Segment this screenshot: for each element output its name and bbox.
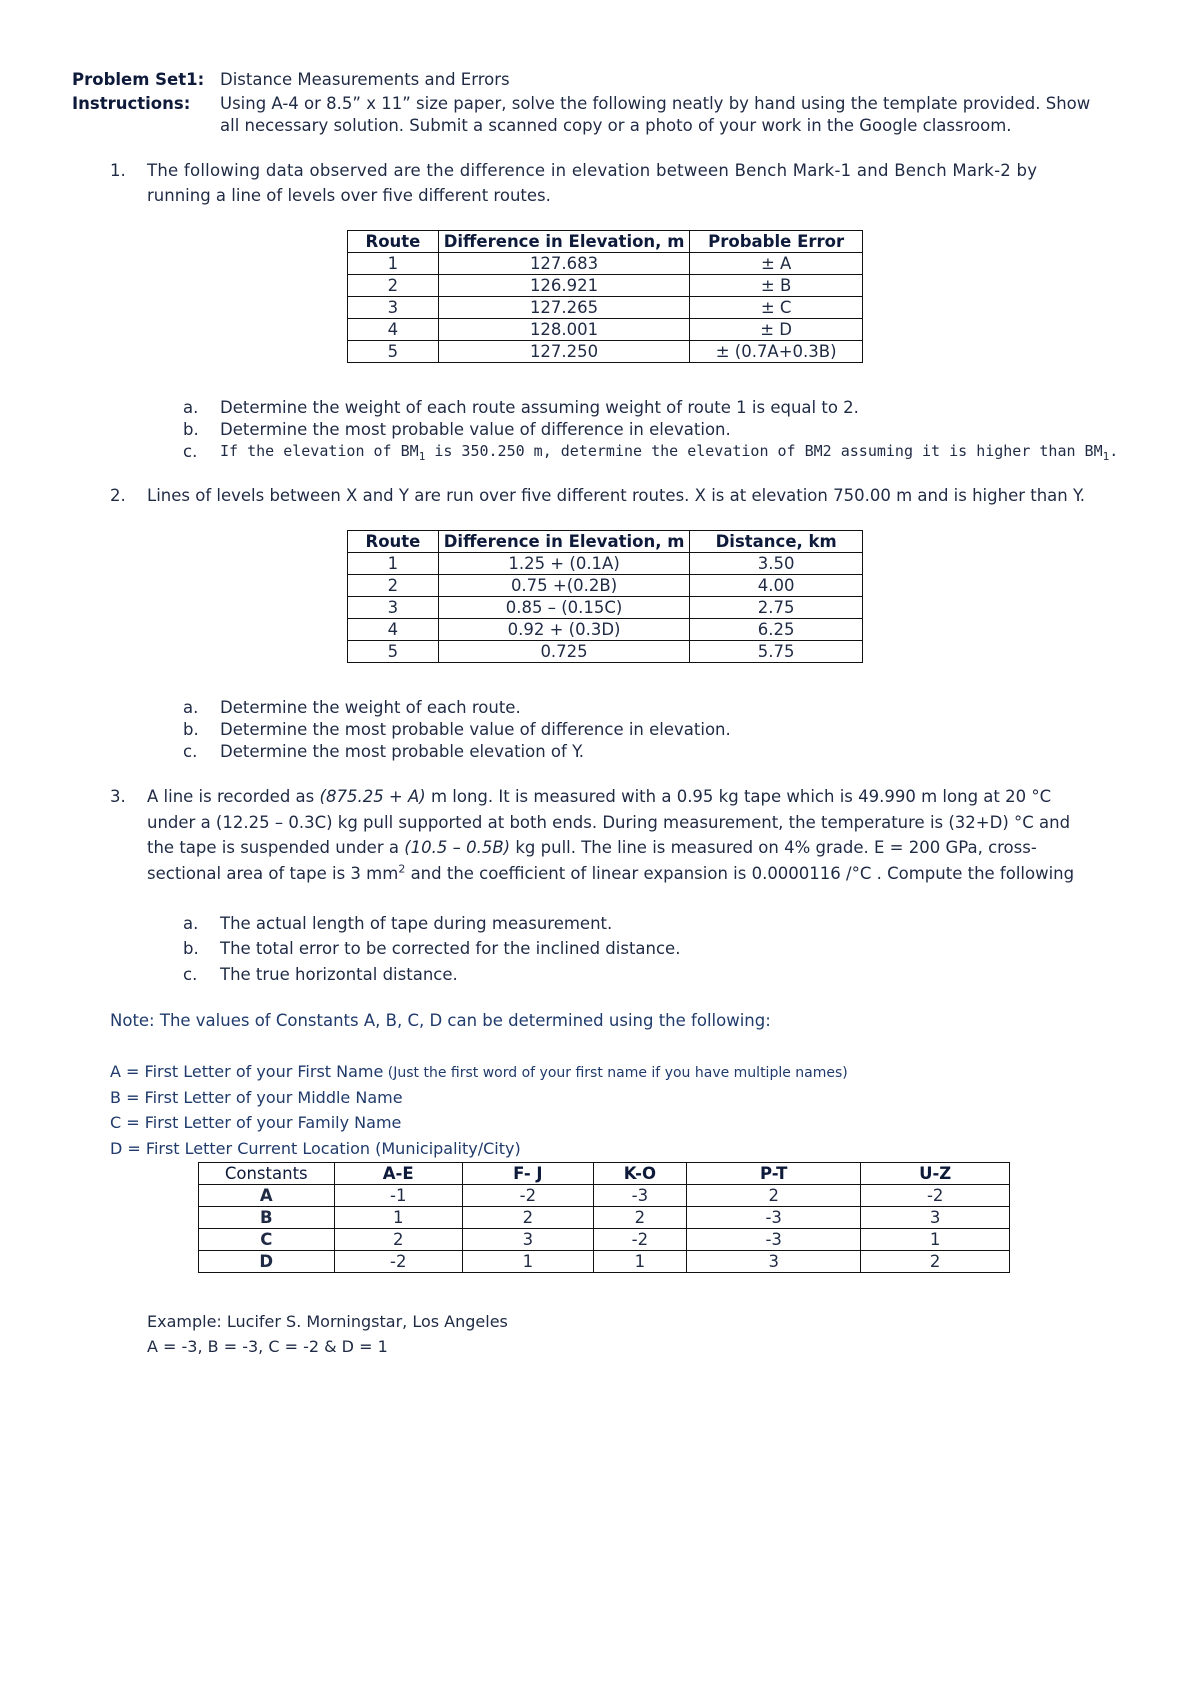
q2-part-b-letter: b. [183,720,199,739]
table-row [348,597,863,619]
q3-line-1: A line is recorded as (875.25 + A) m long. It is measured with a 0.95 kg tape which is 49.990 m long at 20 °C [147,787,1052,806]
q2-part-c-text: Determine the most probable elevation of Y. [220,742,585,761]
q3-part-a-text: The actual length of tape during measurement. [220,914,613,933]
q1-number: 1. [110,161,126,180]
table-row [348,619,863,641]
table-cell: 1 [348,553,439,575]
q3-part-b-letter: b. [183,939,199,958]
q2-part-a-text: Determine the weight of each route. [220,698,521,717]
table-cell: 2 [593,1207,686,1229]
q1-part-c-letter: c. [183,442,198,461]
table-cell: D [199,1251,335,1273]
q3-part-b-text: The total error to be corrected for the inclined distance. [220,939,681,958]
table-cell: 1 [348,253,439,275]
q1-part-c-text: If the elevation of $BM_1$ is 350.250 m, determine the elevation of BM2 assuming it is higher than $BM_1$. [220,442,1119,463]
table-header-row [348,231,863,253]
table-cell: 3 [687,1251,861,1273]
instructions-line-1: Using A-4 or 8.5” x 11” size paper, solve the following neatly by hand using the template provided. Show [220,94,1091,113]
table-cell: -3 [687,1229,861,1251]
table-cell: 2 [334,1229,462,1251]
q3-number: 3. [110,787,126,806]
table-cell: 3 [462,1229,593,1251]
table-row [348,275,863,297]
q2-number: 2. [110,486,126,505]
q1-part-b-letter: b. [183,420,199,439]
table-cell: -3 [593,1185,686,1207]
table-cell: 3.50 [690,553,863,575]
table-header: Route [348,231,439,253]
table-cell: ± C [690,297,863,319]
table-cell: 5 [348,641,439,663]
table-cell: -1 [334,1185,462,1207]
instructions-line-2: all necessary solution. Submit a scanned copy or a photo of your work in the Google classroom. [220,116,1012,135]
table-cell: 0.725 [438,641,689,663]
table-cell: 2 [861,1251,1010,1273]
table-row [348,641,863,663]
table-cell: ± A [690,253,863,275]
table-row [199,1251,1010,1273]
table-cell: 1 [593,1251,686,1273]
table-cell: -2 [861,1185,1010,1207]
q1-part-a-text: Determine the weight of each route assuming weight of route 1 is equal to 2. [220,398,859,417]
table-cell: 126.921 [438,275,689,297]
table-row [348,575,863,597]
table-row [348,341,863,363]
example-line-1: Example: Lucifer S. Morningstar, Los Angeles [147,1312,508,1331]
table-row [199,1185,1010,1207]
table-cell: 128.001 [438,319,689,341]
table-cell: 2 [687,1185,861,1207]
table-cell: 3 [348,597,439,619]
problem-label: Problem Set1: [72,70,205,89]
q3-part-a-letter: a. [183,914,199,933]
table-header: Distance, km [690,531,863,553]
table-cell: ± B [690,275,863,297]
table-header: F- J [462,1163,593,1185]
note-intro: Note: The values of Constants A, B, C, D can be determined using the following: [110,1011,771,1030]
table-header: U-Z [861,1163,1010,1185]
table-cell: 3 [348,297,439,319]
problem-title: Distance Measurements and Errors [220,70,510,89]
table-header: Difference in Elevation, m [438,231,689,253]
table-cell: 1.25 + (0.1A) [438,553,689,575]
table-cell: 127.250 [438,341,689,363]
table-header: Difference in Elevation, m [438,531,689,553]
table-cell: 2 [462,1207,593,1229]
q1-line-1: The following data observed are the difference in elevation between Bench Mark-1 and Bench Mark-2 by [147,161,1038,180]
q1-part-a-letter: a. [183,398,199,417]
q2-table [347,530,863,663]
q1-part-b-text: Determine the most probable value of difference in elevation. [220,420,731,439]
note-c-definition: C = First Letter of your Family Name [110,1113,402,1132]
q1-line-2: running a line of levels over five different routes. [147,186,551,205]
table-cell: B [199,1207,335,1229]
table-cell: 0.75 +(0.2B) [438,575,689,597]
table-cell: A [199,1185,335,1207]
table-cell: 1 [334,1207,462,1229]
table-cell: 2.75 [690,597,863,619]
table-header-row [199,1163,1010,1185]
table-cell: 127.683 [438,253,689,275]
note-a-definition: A = First Letter of your First Name (Just the first word of your first name if you have multiple names) [110,1062,848,1081]
table-cell: 2 [348,575,439,597]
example-line-2: A = -3, B = -3, C = -2 & D = 1 [147,1337,388,1356]
table-cell: -2 [593,1229,686,1251]
table-cell: -3 [687,1207,861,1229]
table-row [348,319,863,341]
q2-line-1: Lines of levels between X and Y are run over five different routes. X is at elevation 750.00 m and is higher than Y. [147,486,1085,505]
table-cell: C [199,1229,335,1251]
table-cell: 4.00 [690,575,863,597]
table-row [199,1207,1010,1229]
table-cell: 2 [348,275,439,297]
table-row [348,297,863,319]
table-cell: 4 [348,619,439,641]
table-header-row [348,531,863,553]
table-cell: 127.265 [438,297,689,319]
constants-table [198,1162,1010,1273]
table-cell: -2 [334,1251,462,1273]
q3-line-4: sectional area of tape is 3 $mm^2$ and the coefficient of linear expansion is 0.0000116 /°C . Compute the following [147,862,1075,883]
table-cell: 4 [348,319,439,341]
note-b-definition: B = First Letter of your Middle Name [110,1088,403,1107]
instructions-label: Instructions: [72,94,191,113]
table-header: Route [348,531,439,553]
q3-line-3: the tape is suspended under a (10.5 – 0.5B) kg pull. The line is measured on 4% grade. E = 200 GPa, cross- [147,838,1037,857]
table-cell: 3 [861,1207,1010,1229]
q3-part-c-text: The true horizontal distance. [220,965,458,984]
table-cell: -2 [462,1185,593,1207]
table-header: Probable Error [690,231,863,253]
q3-line-2: under a (12.25 – 0.3C) kg pull supported at both ends. During measurement, the temperature is (32+D) °C and [147,813,1071,832]
table-row [348,553,863,575]
table-cell: 1 [462,1251,593,1273]
q2-part-b-text: Determine the most probable value of difference in elevation. [220,720,731,739]
table-cell: 5.75 [690,641,863,663]
q3-part-c-letter: c. [183,965,198,984]
q2-part-c-letter: c. [183,742,198,761]
table-cell: ± (0.7A+0.3B) [690,341,863,363]
table-cell: 0.85 – (0.15C) [438,597,689,619]
table-cell: 6.25 [690,619,863,641]
table-header: K-O [593,1163,686,1185]
q1-table [347,230,863,363]
table-row [199,1229,1010,1251]
table-header: Constants [199,1163,335,1185]
table-cell: 0.92 + (0.3D) [438,619,689,641]
table-cell: 5 [348,341,439,363]
table-cell: 1 [861,1229,1010,1251]
note-d-definition: D = First Letter Current Location (Municipality/City) [110,1139,521,1158]
table-header: P-T [687,1163,861,1185]
q2-part-a-letter: a. [183,698,199,717]
table-header: A-E [334,1163,462,1185]
table-cell: ± D [690,319,863,341]
table-row [348,253,863,275]
